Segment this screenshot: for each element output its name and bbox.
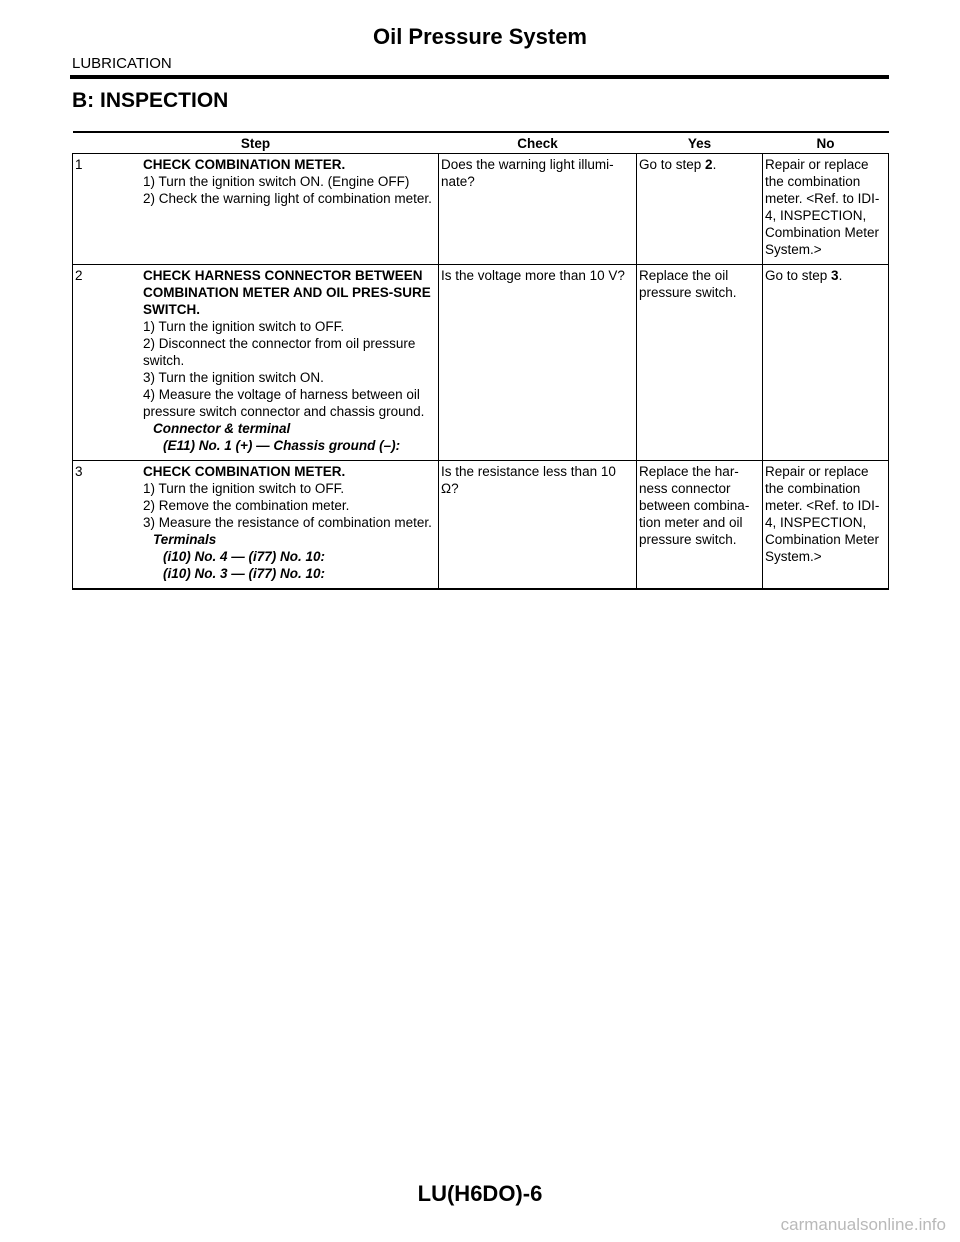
column-header-yes: Yes <box>637 132 763 154</box>
step-cell <box>73 461 439 590</box>
procedure-line: 2) Remove the combination meter. <box>143 498 350 513</box>
page-number: LU(H6DO)-6 <box>417 1181 543 1206</box>
spec-value: (i10) No. 3 — (i77) No. 10: <box>163 566 326 581</box>
procedure-line: 1) Turn the ignition switch ON. (Engine OFF) <box>143 174 410 189</box>
check-cell: Does the warning light illumi-nate? <box>439 154 637 265</box>
column-header-check: Check <box>439 132 637 154</box>
step-number: 2 <box>75 268 83 283</box>
procedure-line: 2) Check the warning light of combination meter. <box>143 191 432 206</box>
procedure-line: 3) Turn the ignition switch ON. <box>143 370 324 385</box>
step-body <box>143 267 433 454</box>
table-row <box>73 265 889 461</box>
column-header-step: Step <box>73 132 439 154</box>
table-row <box>73 154 889 265</box>
check-cell: Is the voltage more than 10 V? <box>439 265 637 461</box>
step-title: CHECK COMBINATION METER. <box>143 157 346 172</box>
table-header-row <box>73 132 889 154</box>
procedure-line: 2) Disconnect the connector from oil pressure switch. <box>143 336 416 368</box>
no-cell: Repair or replace the combination meter. <Ref. to IDI-4, INSPECTION, Combination Meter System.> <box>763 154 889 265</box>
spec-value: (E11) No. 1 (+) — Chassis ground (–): <box>163 438 401 453</box>
spec-heading: Terminals <box>153 532 217 547</box>
step-number: 1 <box>75 157 83 172</box>
step-title: CHECK HARNESS CONNECTOR BETWEEN COMBINATION METER AND OIL PRES-SURE SWITCH. <box>143 268 431 317</box>
yes-prefix: Go to step <box>639 157 706 172</box>
procedure-line: 1) Turn the ignition switch to OFF. <box>143 481 345 496</box>
section-label: LUBRICATION <box>72 55 172 72</box>
sub-heading: B: INSPECTION <box>72 89 229 112</box>
step-cell <box>73 265 439 461</box>
procedure-line: 4) Measure the voltage of harness between oil pressure switch connector and chassis ground. <box>143 387 425 419</box>
header-rule <box>70 75 889 79</box>
spec-heading: Connector & terminal <box>153 421 291 436</box>
no-step-ref: 3 <box>831 268 839 283</box>
no-suffix: . <box>838 268 843 283</box>
step-title: CHECK COMBINATION METER. <box>143 464 346 479</box>
yes-cell: Replace the oil pressure switch. <box>637 265 763 461</box>
watermark: carmanualsonline.info <box>780 1215 946 1234</box>
no-prefix: Go to step <box>765 268 832 283</box>
page-title: Oil Pressure System <box>372 24 587 49</box>
table-row <box>73 461 889 590</box>
inspection-table <box>72 131 889 590</box>
yes-step-ref: 2 <box>705 157 713 172</box>
check-cell: Is the resistance less than 10 Ω? <box>439 461 637 590</box>
step-body <box>143 463 433 582</box>
procedure-line: 3) Measure the resistance of combination meter. <box>143 515 432 530</box>
column-header-no: No <box>763 132 889 154</box>
no-cell <box>763 265 889 461</box>
yes-cell <box>637 154 763 265</box>
step-body <box>143 156 433 207</box>
step-number: 3 <box>75 464 83 479</box>
no-cell: Repair or replace the combination meter. <Ref. to IDI-4, INSPECTION, Combination Meter System.> <box>763 461 889 590</box>
procedure-line: 1) Turn the ignition switch to OFF. <box>143 319 345 334</box>
step-cell <box>73 154 439 265</box>
spec-value: (i10) No. 4 — (i77) No. 10: <box>163 549 326 564</box>
yes-suffix: . <box>712 157 717 172</box>
yes-cell: Replace the har-ness connector between combina-tion meter and oil pressure switch. <box>637 461 763 590</box>
